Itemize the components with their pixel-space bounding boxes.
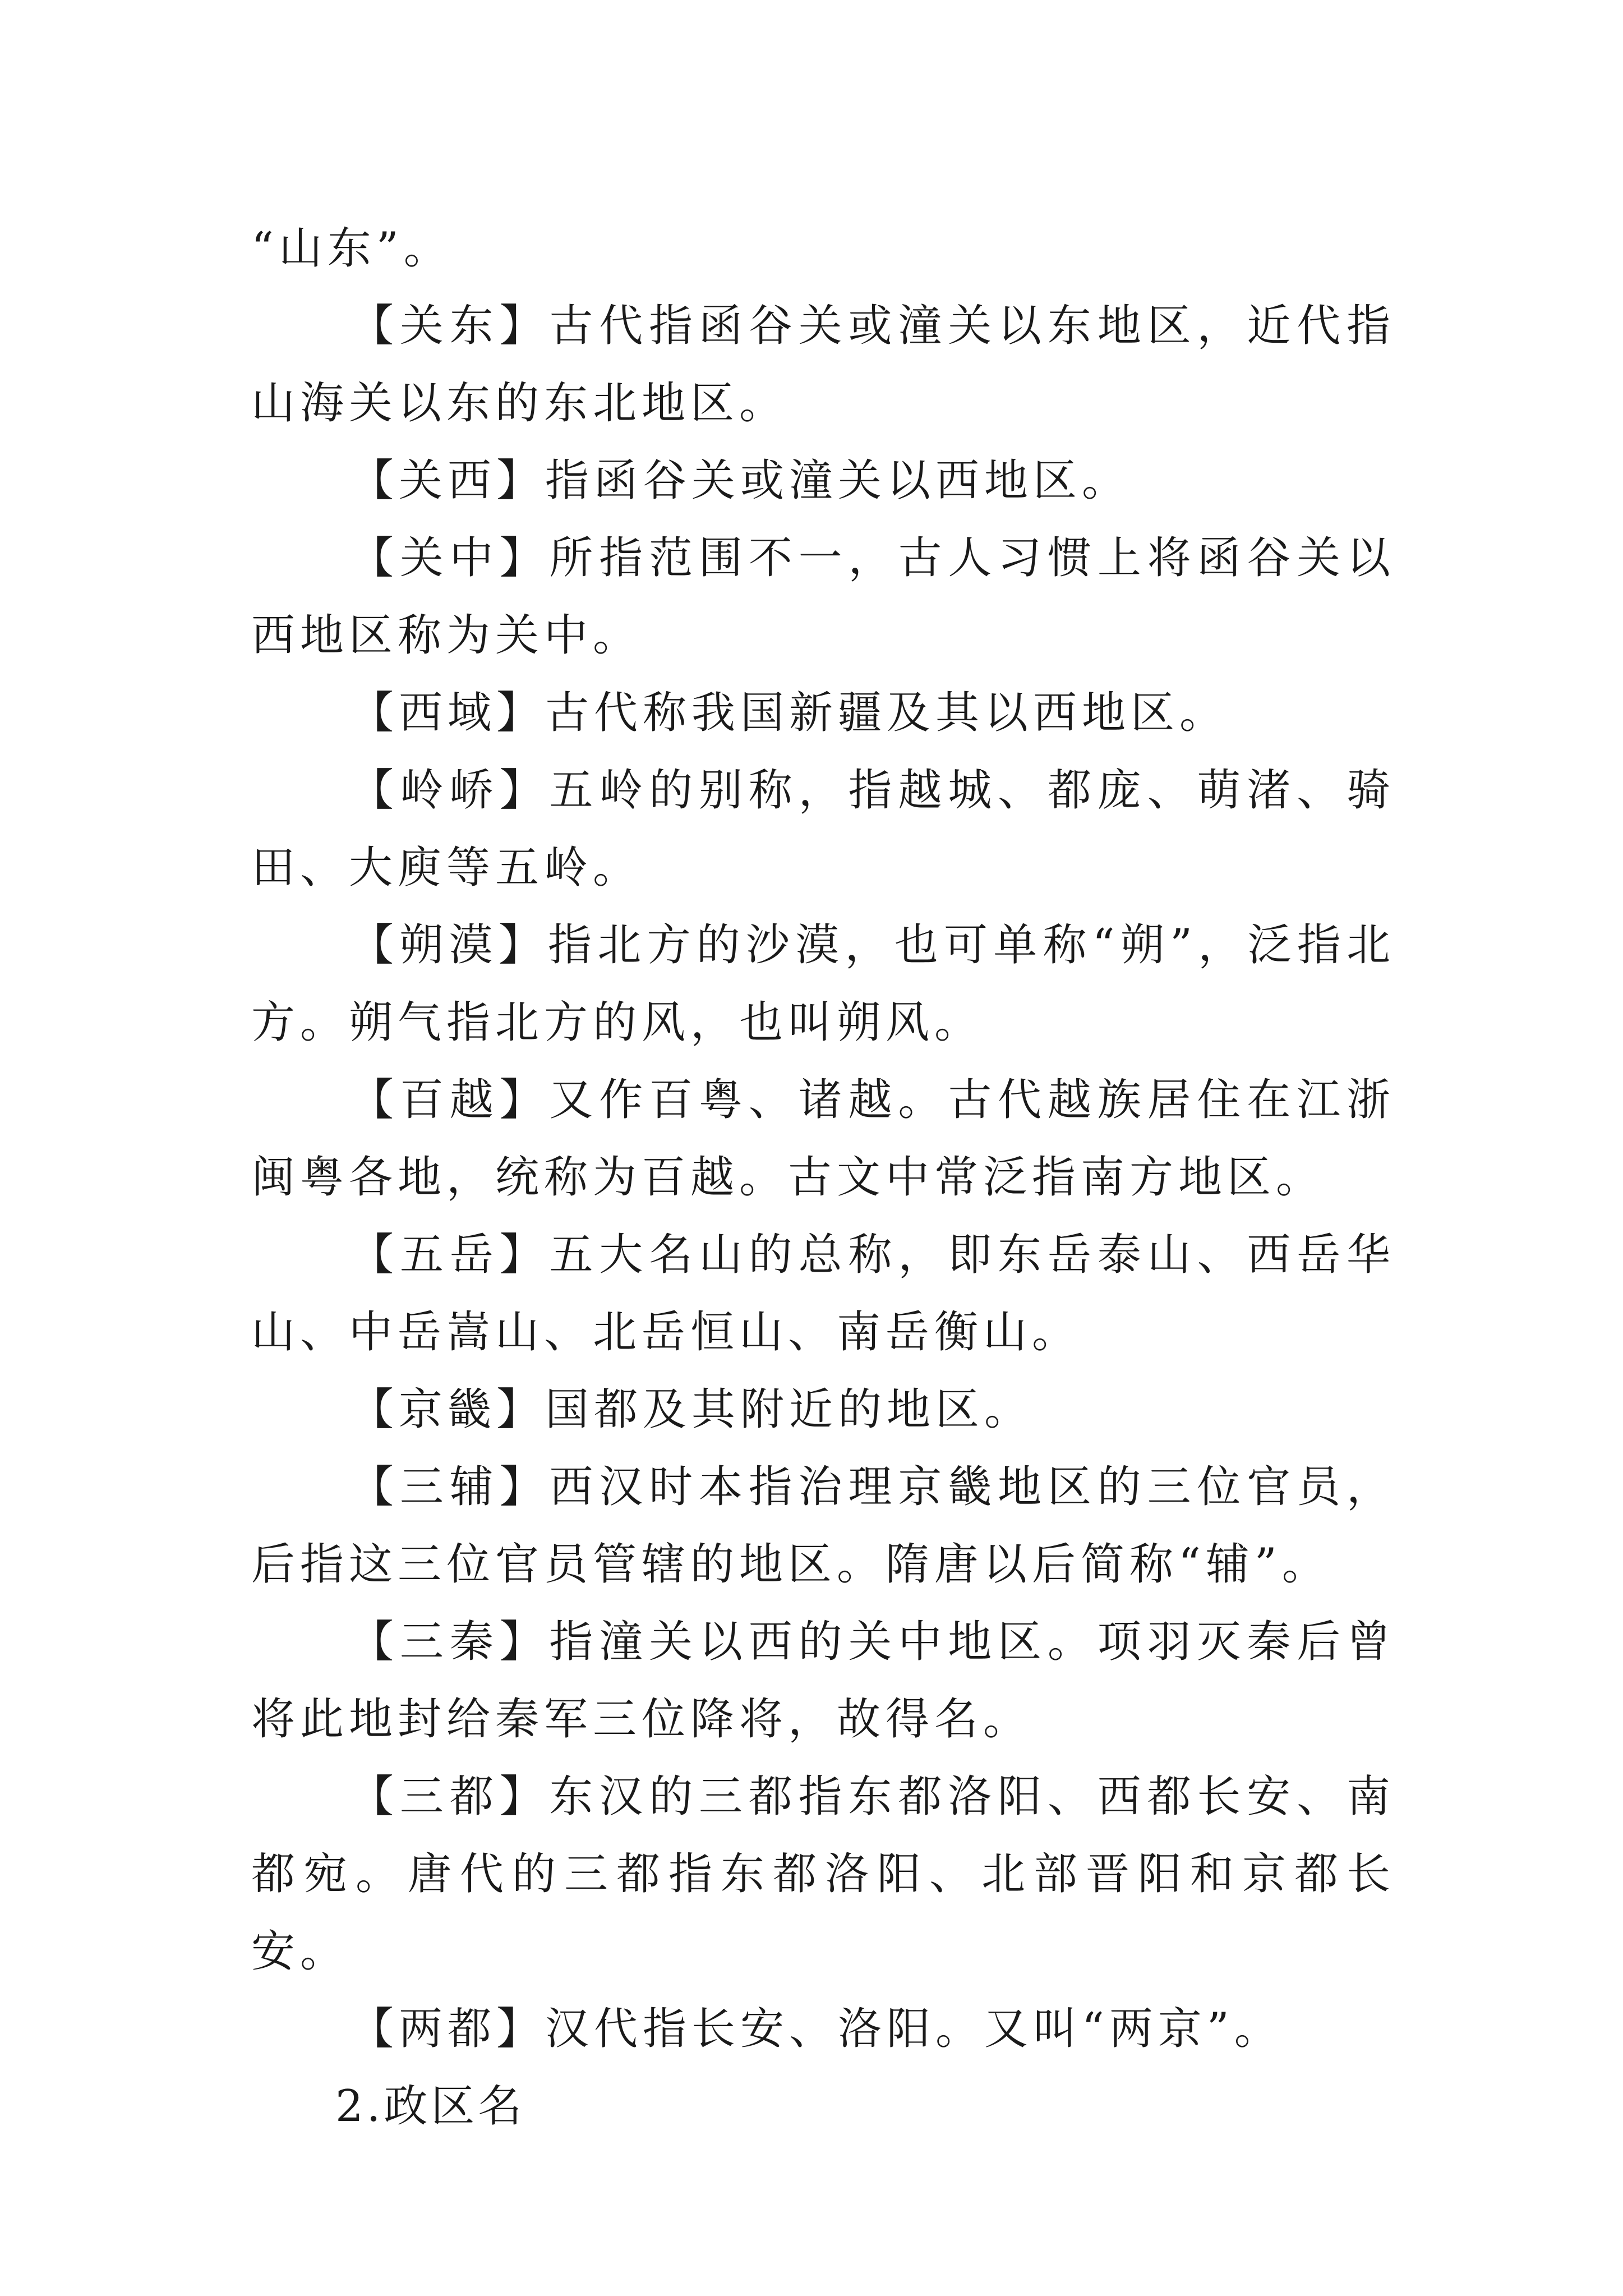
entry-lingqiao <box>251 752 1395 907</box>
entry-guanzhong <box>251 519 1395 674</box>
entry-term: 【百越】 <box>350 1075 550 1125</box>
document-page <box>251 210 1395 2145</box>
entry-liangdu <box>251 1990 1395 2068</box>
entry-shuomo <box>251 907 1395 1061</box>
entry-text: 西汉时本指治理京畿地区的三位官员，后指这三位官员管辖的地区。隋唐以后简称“辅”。 <box>251 1462 1395 1590</box>
entry-term: 【关东】 <box>350 301 550 351</box>
entry-baiyue <box>251 1061 1395 1216</box>
entry-term: 【京畿】 <box>350 1384 546 1435</box>
entry-text: 五大名山的总称，即东岳泰山、西岳华山、中岳嵩山、北岳恒山、南岳衡山。 <box>251 1230 1395 1358</box>
entry-text: 五岭的别称，指越城、都庞、萌渚、骑田、大庾等五岭。 <box>251 765 1395 893</box>
continuation-line: “山东”。 <box>251 223 453 274</box>
entry-guandong <box>251 287 1395 442</box>
entry-sandu <box>251 1758 1395 1990</box>
entry-term: 【朔漠】 <box>350 920 548 970</box>
entry-term: 【岭峤】 <box>350 765 550 816</box>
entry-sanfu <box>251 1448 1395 1603</box>
entry-text: 指函谷关或潼关以西地区。 <box>545 455 1131 506</box>
entry-xiyu <box>251 674 1395 752</box>
entry-text: 古代指函谷关或潼关以东地区，近代指山海关以东的东北地区。 <box>251 301 1395 429</box>
entry-text: 汉代指长安、洛阳。又叫“两京”。 <box>545 2004 1283 2054</box>
entry-wuyue <box>251 1216 1395 1371</box>
entry-term: 【两都】 <box>350 2004 546 2054</box>
entry-term: 【西域】 <box>350 688 546 738</box>
entry-text: 指潼关以西的关中地区。项羽灭秦后曾将此地封给秦军三位降将，故得名。 <box>251 1617 1395 1745</box>
section-heading: 2.政区名 <box>335 2081 525 2132</box>
entry-term: 【三都】 <box>350 1772 550 1822</box>
entry-sanqin <box>251 1603 1395 1758</box>
entry-jingji <box>251 1371 1395 1448</box>
entry-text: 所指范围不一，古人习惯上将函谷关以西地区称为关中。 <box>251 533 1395 661</box>
entry-term: 【关西】 <box>350 455 546 506</box>
entry-text: 东汉的三都指东都洛阳、西都长安、南都宛。唐代的三都指东都洛阳、北部晋阳和京都长安。 <box>251 1772 1395 1977</box>
entry-text: 指北方的沙漠，也可单称“朔”，泛指北方。朔气指北方的风，也叫朔风。 <box>251 920 1395 1048</box>
entry-guanxi <box>251 442 1395 519</box>
entry-term: 【三辅】 <box>350 1462 550 1512</box>
entry-text: 又作百粤、诸越。古代越族居住在江浙闽粤各地，统称为百越。古文中常泛指南方地区。 <box>251 1075 1395 1203</box>
entry-text: 古代称我国新疆及其以西地区。 <box>545 688 1229 738</box>
entry-term: 【关中】 <box>350 533 550 583</box>
entry-term: 【五岳】 <box>350 1230 550 1280</box>
entry-term: 【三秦】 <box>350 1617 550 1667</box>
entry-text: 国都及其附近的地区。 <box>545 1384 1034 1435</box>
